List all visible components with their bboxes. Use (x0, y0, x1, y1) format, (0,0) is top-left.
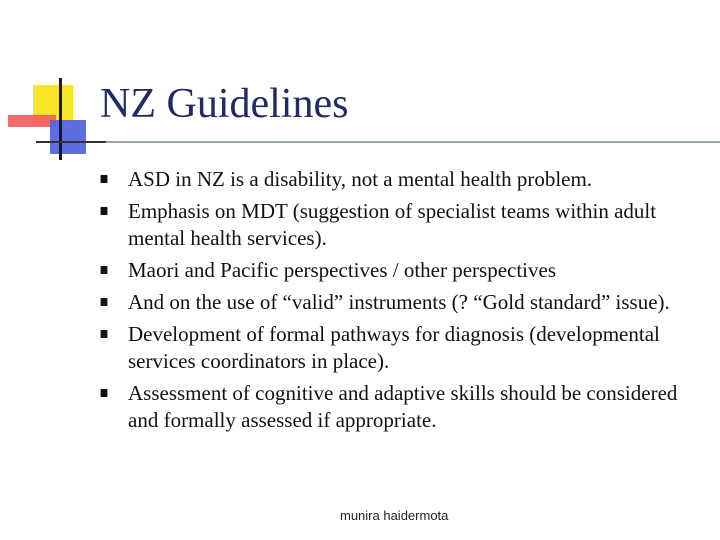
square-bullet-icon (101, 330, 108, 338)
square-bullet-icon (101, 266, 108, 274)
decorative-blue-block (50, 120, 86, 154)
title-underline-accent (36, 141, 106, 143)
bullet-text: And on the use of “valid” instruments (? “Gold standard” issue). (128, 290, 670, 314)
bullet-item (96, 166, 696, 193)
slide-footer: munira haidermota (340, 508, 449, 523)
bullet-item (96, 257, 696, 284)
square-bullet-icon (101, 207, 108, 215)
decorative-red-bar (8, 115, 56, 127)
title-underline (36, 141, 720, 143)
bullet-item (96, 198, 696, 252)
bullet-text: Development of formal pathways for diagnosis (developmental services coordinators in place). (128, 322, 660, 373)
square-bullet-icon (101, 175, 108, 183)
decorative-vertical-line (59, 78, 62, 160)
square-bullet-icon (101, 389, 108, 397)
bullet-list (96, 166, 696, 439)
bullet-text: Assessment of cognitive and adaptive skills should be considered and formally assessed if appropriate. (128, 381, 678, 432)
bullet-text: ASD in NZ is a disability, not a mental health problem. (128, 167, 593, 191)
bullet-item (96, 289, 696, 316)
bullet-item (96, 380, 696, 434)
slide-title: NZ Guidelines (100, 81, 349, 127)
bullet-text: Maori and Pacific perspectives / other perspectives (128, 258, 557, 282)
bullet-item (96, 321, 696, 375)
square-bullet-icon (101, 298, 108, 306)
bullet-text: Emphasis on MDT (suggestion of specialist teams within adult mental health services). (128, 199, 657, 250)
